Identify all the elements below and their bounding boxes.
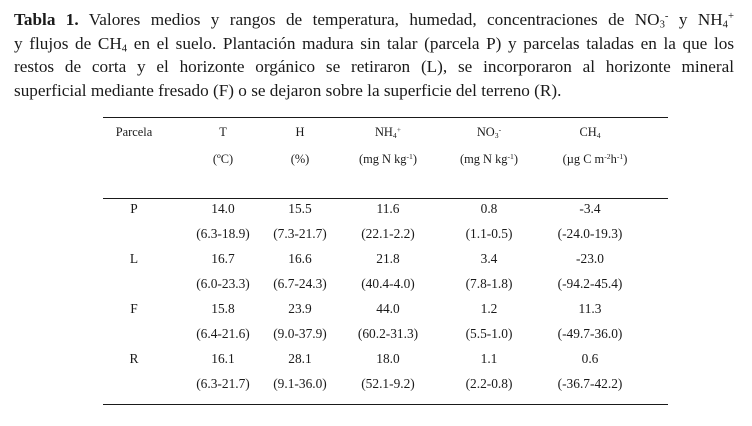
table-top-rule (103, 117, 668, 118)
row-f-ch4-range: (-49.7-36.0) (557, 326, 623, 341)
caption-line-2: y flujos de $CH_4$ en el suelo. Plantación madura sin talar (parcela P) y parcelas taladas en la que los (14, 33, 735, 55)
table-header-rule (103, 198, 668, 199)
row-l-t-mean: 16.7 (211, 251, 235, 266)
caption-line-1: Tabla 1. Valores medios y rangos de temperatura, humedad, concentraciones de $NO_3^-$ y $NH_4^+$ (14, 10, 734, 31)
row-p-t-mean: 14.0 (211, 201, 235, 216)
row-f-nh4-range: (60.2-31.3) (357, 326, 419, 341)
row-r-ch4-mean: 0.6 (581, 351, 599, 366)
row-p-nh4-range: (22.1-2.2) (361, 226, 415, 241)
row-f-h-range: (9.0-37.9) (273, 326, 327, 341)
row-l-h-range: (6.7-24.3) (273, 276, 327, 291)
row-l-nh4-mean: 21.8 (376, 251, 400, 266)
caption-line-3: restos de corta y el horizonte orgánico se retiraron (L), se incorporaron al horizonte mineral (14, 57, 734, 76)
row-p-t-range: (6.3-18.9) (196, 226, 250, 241)
row-l-nh4-range: (40.4-4.0) (361, 276, 415, 291)
header-no3: $NO_3^-$ (476, 124, 502, 140)
row-r-t-mean: 16.1 (211, 351, 235, 366)
row-f-h-mean: 23.9 (288, 301, 312, 316)
unit-no3: (mg N $kg^{-1}$) (459, 151, 519, 166)
row-r-nh4-mean: 18.0 (376, 351, 400, 366)
unit-ch4: (µg C $m^{-2}h^{-1}$) (562, 151, 628, 166)
table-bottom-rule (103, 404, 668, 405)
row-p-nh4-mean: 11.6 (376, 201, 400, 216)
row-r-h-mean: 28.1 (288, 351, 312, 366)
row-l-ch4-mean: -23.0 (576, 251, 604, 266)
row-l-parcela: L (129, 251, 139, 266)
row-r-no3-range: (2.2-0.8) (465, 376, 513, 391)
row-f-ch4-mean: 11.3 (578, 301, 602, 316)
row-f-parcela: F (130, 301, 138, 316)
row-r-parcela: R (129, 351, 139, 366)
row-r-no3-mean: 1.1 (480, 351, 498, 366)
row-f-nh4-mean: 44.0 (376, 301, 400, 316)
unit-h: (%) (290, 152, 310, 166)
row-p-no3-range: (1.1-0.5) (465, 226, 513, 241)
row-p-parcela: P (130, 201, 138, 216)
caption-line-4: superficial mediante fresado (F) o se dejaron sobre la superficie del terreno (R). (14, 80, 562, 100)
row-p-h-mean: 15.5 (288, 201, 312, 216)
header-nh4: $NH_4^+$ (374, 124, 402, 140)
row-p-h-range: (7.3-21.7) (273, 226, 327, 241)
row-l-ch4-range: (-94.2-45.4) (557, 276, 623, 291)
table-caption (14, 8, 734, 102)
row-p-ch4-range: (-24.0-19.3) (557, 226, 623, 241)
row-f-t-range: (6.4-21.6) (196, 326, 250, 341)
row-p-no3-mean: 0.8 (480, 201, 498, 216)
row-r-ch4-range: (-36.7-42.2) (557, 376, 623, 391)
row-f-no3-mean: 1.2 (480, 301, 498, 316)
caption-label: Tabla 1. (14, 10, 79, 29)
row-f-t-mean: 15.8 (211, 301, 235, 316)
row-r-nh4-range: (52.1-9.2) (361, 376, 415, 391)
unit-t: (ºC) (212, 152, 234, 166)
row-r-h-range: (9.1-36.0) (273, 376, 327, 391)
row-l-t-range: (6.0-23.3) (196, 276, 250, 291)
header-parcela: Parcela (115, 125, 153, 139)
unit-nh4: (mg N $kg^{-1}$) (358, 151, 418, 166)
header-ch4: $CH_4$ (579, 125, 601, 140)
row-l-no3-mean: 3.4 (480, 251, 498, 266)
row-f-no3-range: (5.5-1.0) (465, 326, 513, 341)
row-l-no3-range: (7.8-1.8) (465, 276, 513, 291)
row-l-h-mean: 16.6 (288, 251, 312, 266)
header-h: H (295, 125, 305, 139)
row-r-t-range: (6.3-21.7) (196, 376, 250, 391)
row-p-ch4-mean: -3.4 (579, 201, 601, 216)
header-t: T (219, 125, 227, 139)
